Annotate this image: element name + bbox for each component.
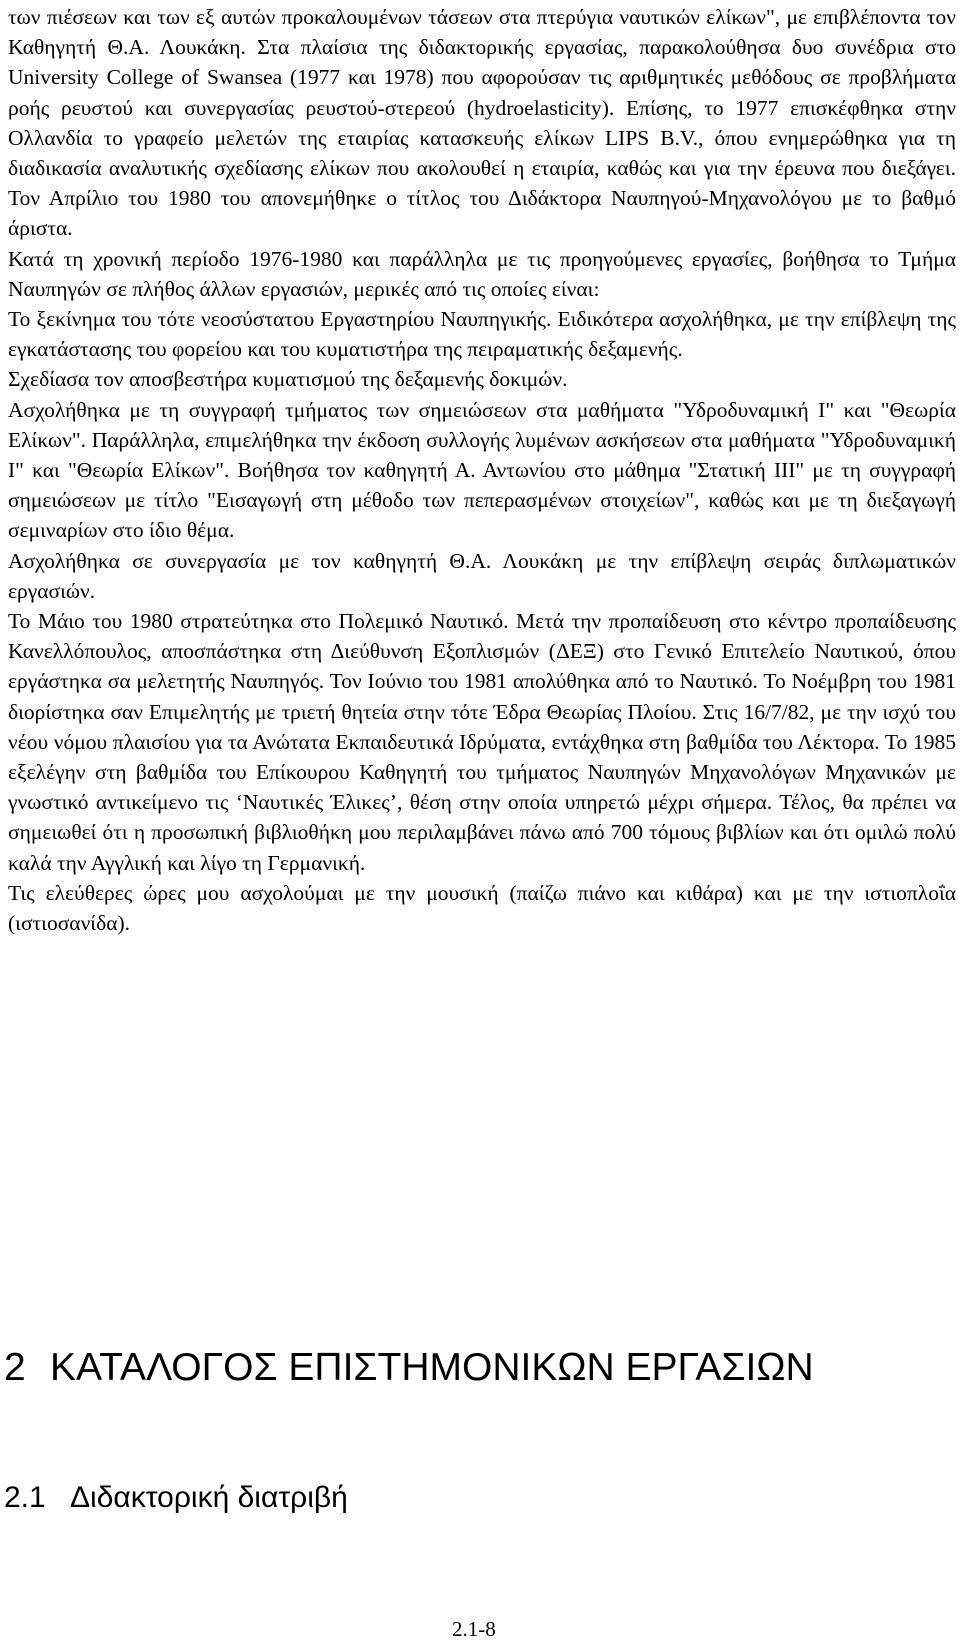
section-number: 2	[4, 1346, 26, 1389]
page-number: 2.1-8	[452, 1617, 496, 1641]
subsection-number: 2.1	[4, 1481, 46, 1514]
paragraph-period-intro: Κατά τη χρονική περίοδο 1976-1980 και παράλληλα με τις προηγούμενες εργασίες, βοήθησα το Τμήμα Ναυπηγών σε πλήθος άλλων εργασιών, μερικές από τις οποίες είναι:	[8, 246, 956, 301]
paragraph-wave-absorber: Σχεδίασα τον αποσβεστήρα κυματισμού της δεξαμενής δοκιμών.	[8, 367, 568, 392]
body-text	[8, 2, 956, 938]
subsection-heading	[4, 1480, 348, 1516]
paragraph-laboratory: Το ξεκίνημα του τότε νεοσύστατου Εργαστηρίου Ναυπηγικής. Ειδικότερα ασχολήθηκα, με την επίβλεψη της εγκατάστασης του φορείου και του κυματιστήρα της πειραματικής δεξαμενής.	[8, 307, 956, 362]
paragraph-career: Το Μάιο του 1980 στρατεύτηκα στο Πολεμικό Ναυτικό. Μετά την προπαίδευση στο κέντρο προπαίδευσης Κανελλόπουλος, αποσπάστηκα στη Διεύθυνση Εξοπλισμών (ΔΕΞ) στο Γενικό Επιτελείο Ναυτικού, όπου εργάστηκα σα μελετητής Ναυπηγός. Τον Ιούνιο του 1981 απολύθηκα από το Ναυτικό. Το Νοέμβρη του 1981 διορίστηκα σαν Επιμελητής με τριετή θητεία στην τότε Έδρα Θεωρίας Πλοίου. Στις 16/7/82, με την ισχύ του νέου νόμου πλαισίου για τα Ανώτατα Εκπαιδευτικά Ιδρύματα, εντάχθηκα στη βαθμίδα του Λέκτορα. Το 1985 εξελέγην στη βαθμίδα του Επίκουρου Καθηγητή του τμήματος Ναυπηγών Μηχανολόγων Μηχανικών με γνωστικό αντικείμενο τις ‘Ναυτικές Έλικες’, θέση στην οποία υπηρετώ μέχρι σήμερα. Τέλος, θα πρέπει να σημειωθεί ότι η προσωπική βιβλιοθήκη μου περιλαμβάνει πάνω από 700 τόμους βιβλίων και ότι ομιλώ πολύ καλά την Αγγλική και λίγο τη Γερμανική.	[8, 609, 956, 875]
paragraph-course-notes: Ασχολήθηκα με τη συγγραφή τμήματος των σημειώσεων στα μαθήματα "Υδροδυναμική Ι" και "Θεωρία Ελίκων". Παράλληλα, επιμελήθηκα την έκδοση συλλογής λυμένων ασκήσεων στα μαθήματα "Υδροδυναμική Ι" και "Θεωρία Ελίκων". Βοήθησα τον καθηγητή Α. Αντωνίου στο μάθημα "Στατική ΙΙΙ" με τη συγγραφή σημειώσεων με τίτλο "Εισαγωγή στη μέθοδο των πεπερασμένων στοιχείων", καθώς και με τη διεξαγωγή σεμιναρίων στο ίδιο θέμα.	[8, 397, 956, 543]
section-title: ΚΑΤΑΛΟΓΟΣ ΕΠΙΣΤΗΜΟΝΙΚΩΝ ΕΡΓΑΣΙΩΝ	[50, 1346, 814, 1389]
section-heading	[4, 1345, 814, 1391]
paragraph-diploma-supervision: Ασχολήθηκα σε συνεργασία με τον καθηγητή Θ.Α. Λουκάκη με την επίβλεψη σειράς διπλωματικών εργασιών.	[8, 548, 956, 603]
paragraph-doctoral-work: των πιέσεων και των εξ αυτών προκαλουμένων τάσεων στα πτερύγια ναυτικών ελίκων", με επιβλέποντα τον Καθηγητή Θ.Α. Λουκάκη. Στα πλαίσια της διδακτορικής εργασίας, παρακολούθησα δυο συνέδρια στο University College of Swansea (1977 και 1978) που αφορούσαν τις αριθμητικές μεθόδους σε προβλήματα ροής ρευστού και συνεργασίας ρευστού-στερεού (hydroelasticity). Επίσης, το 1977 επισκέφθηκα στην Ολλανδία το γραφείο μελετών της εταιρίας κατασκευής ελίκων LIPS B.V., όπου ενημερώθηκα για τη διαδικασία αναλυτικής σχεδίασης ελίκων που ακολουθεί η εταιρία, καθώς και για την έρευνα που διεξάγει. Τον Απρίλιο του 1980 του απονεμήθηκε ο τίτλος του Διδάκτορα Ναυπηγού-Μηχανολόγου με το βαθμό άριστα.	[8, 5, 956, 241]
subsection-title: Διδακτορική διατριβή	[70, 1481, 348, 1514]
paragraph-hobbies: Τις ελεύθερες ώρες μου ασχολούμαι με την μουσική (παίζω πιάνο και κιθάρα) και με την ιστιοπλοΐα (ιστιοσανίδα).	[8, 880, 956, 936]
